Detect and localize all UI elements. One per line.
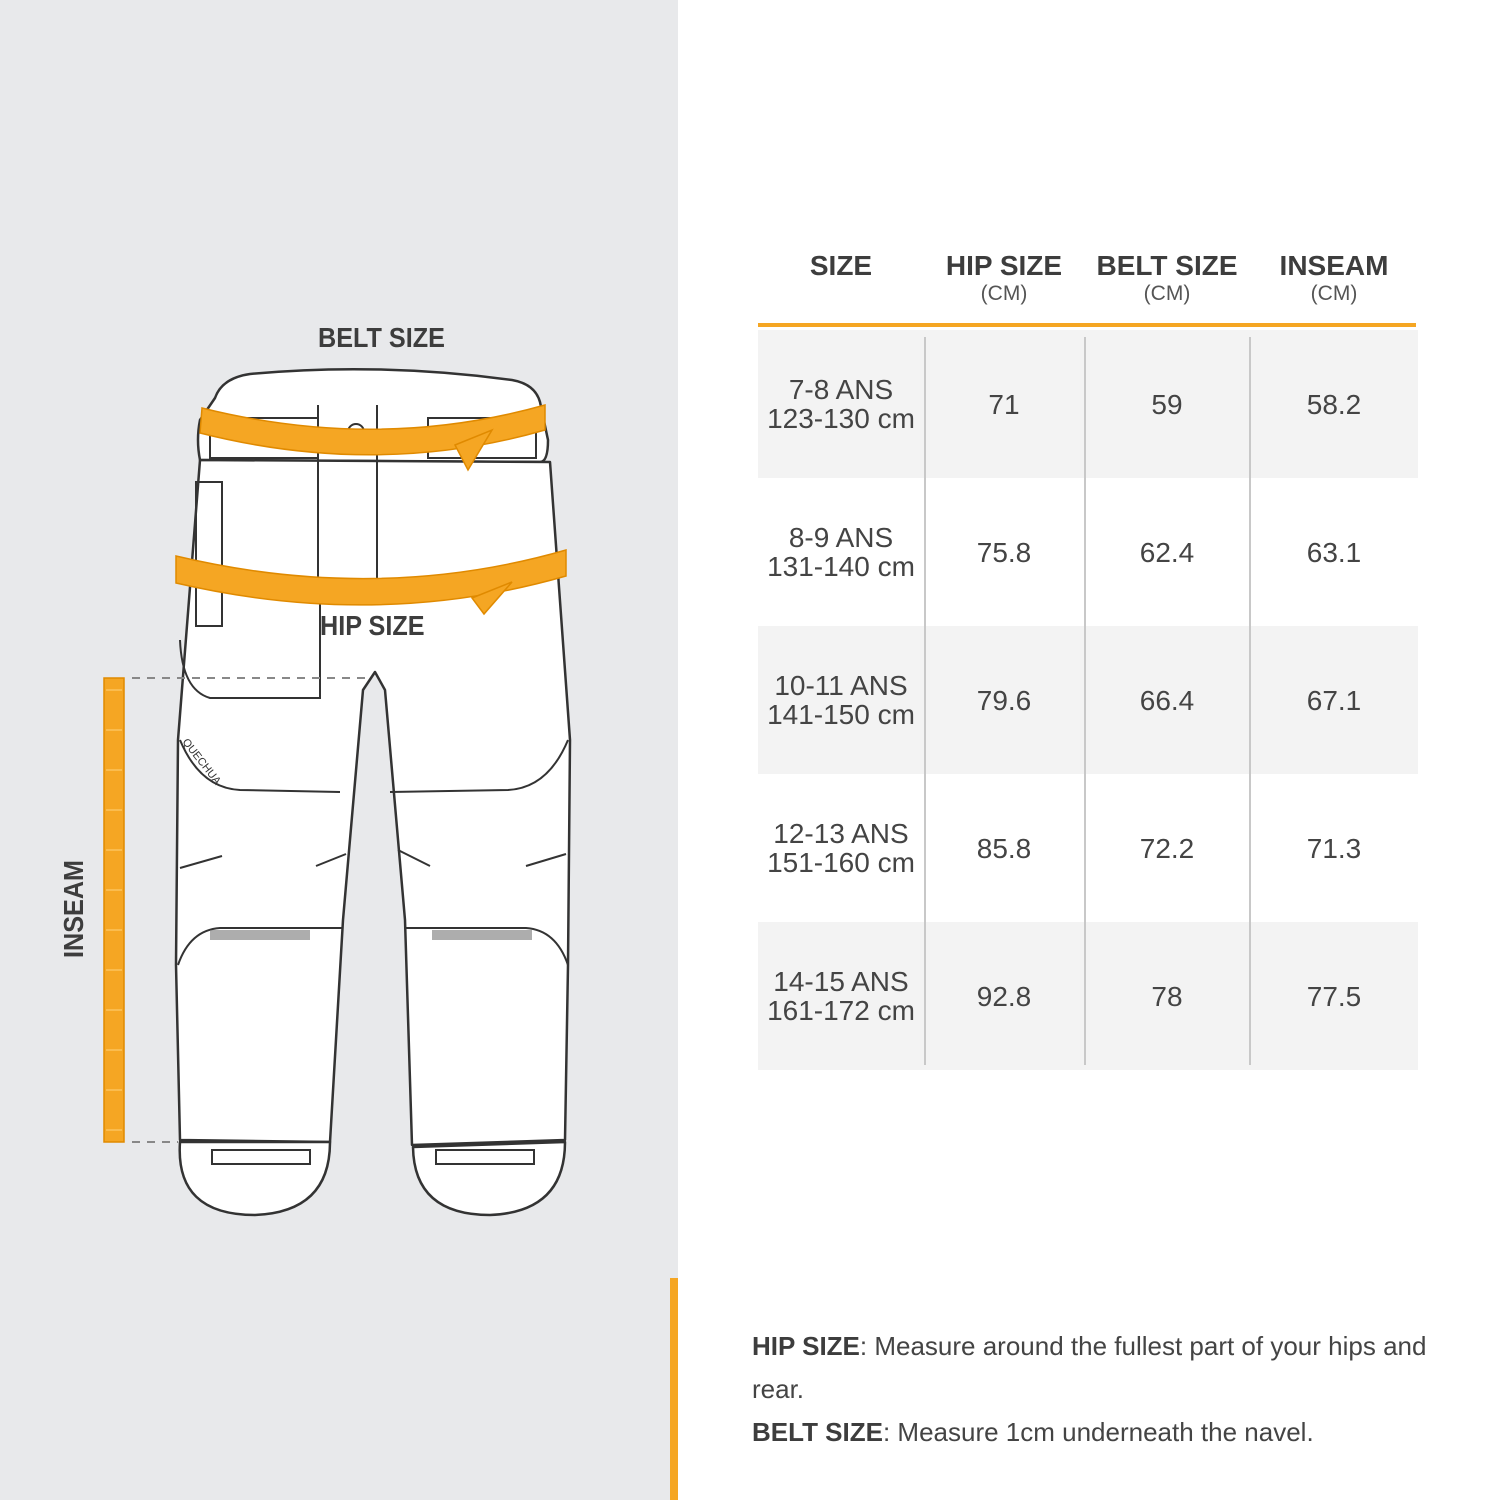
size-cell: 7-8 ANS 123-130 cm xyxy=(767,374,915,434)
header-inseam: INSEAM (CM) xyxy=(1250,250,1418,306)
belt-cell: 62.4 xyxy=(1139,536,1195,568)
belt-cell: 72.2 xyxy=(1139,832,1195,864)
table-body xyxy=(758,330,1418,1070)
pants-illustration xyxy=(0,0,678,1500)
table-row xyxy=(758,478,1418,626)
hip-cell: 92.8 xyxy=(976,980,1032,1012)
size-table xyxy=(758,250,1418,1026)
inseam-cell: 71.3 xyxy=(1306,832,1362,864)
hip-cell: 79.6 xyxy=(976,684,1032,716)
header-hip-size: HIP SIZE (CM) xyxy=(924,250,1084,306)
header-unit: (CM) xyxy=(1310,282,1358,305)
hip-cell: 75.8 xyxy=(976,536,1032,568)
inseam-cell: 77.5 xyxy=(1306,980,1362,1012)
inseam-cell: 63.1 xyxy=(1306,536,1362,568)
inseam-cell: 67.1 xyxy=(1306,684,1362,716)
header-belt-size: BELT SIZE (CM) xyxy=(1084,250,1250,306)
table-row xyxy=(758,922,1418,1070)
table-row xyxy=(758,330,1418,478)
belt-cell: 66.4 xyxy=(1139,684,1195,716)
size-cell: 14-15 ANS 161-172 cm xyxy=(767,966,915,1026)
column-divider xyxy=(1084,337,1086,1065)
brand-mark: QUECHUA xyxy=(179,736,223,788)
size-cell: 8-9 ANS 131-140 cm xyxy=(767,522,915,582)
table-row xyxy=(758,626,1418,774)
table-row xyxy=(758,774,1418,922)
accent-line xyxy=(670,1278,678,1500)
header-rule xyxy=(758,323,1416,327)
hip-note: HIP SIZE: Measure around the fullest part of your hips and rear. xyxy=(752,1331,1427,1404)
hip-cell: 85.8 xyxy=(976,832,1032,864)
size-cell: 12-13 ANS 151-160 cm xyxy=(767,818,915,878)
belt-cell: 59 xyxy=(1151,388,1183,420)
belt-size-label: BELT SIZE xyxy=(318,322,445,353)
size-cell: 10-11 ANS 141-150 cm xyxy=(767,670,915,730)
column-divider xyxy=(1249,337,1251,1065)
inseam-cell: 58.2 xyxy=(1306,388,1362,420)
header-unit: (CM) xyxy=(980,282,1028,305)
header-size: SIZE xyxy=(809,250,873,281)
hip-cell: 71 xyxy=(988,388,1020,420)
belt-note: BELT SIZE: Measure 1cm underneath the navel. xyxy=(752,1417,1314,1447)
inseam-label: INSEAM xyxy=(58,859,89,958)
hip-size-label: HIP SIZE xyxy=(320,610,425,641)
belt-cell: 78 xyxy=(1151,980,1183,1012)
measurement-notes xyxy=(752,1325,1472,1454)
column-divider xyxy=(924,337,926,1065)
header-unit: (CM) xyxy=(1143,282,1191,305)
table-header xyxy=(758,250,1418,328)
